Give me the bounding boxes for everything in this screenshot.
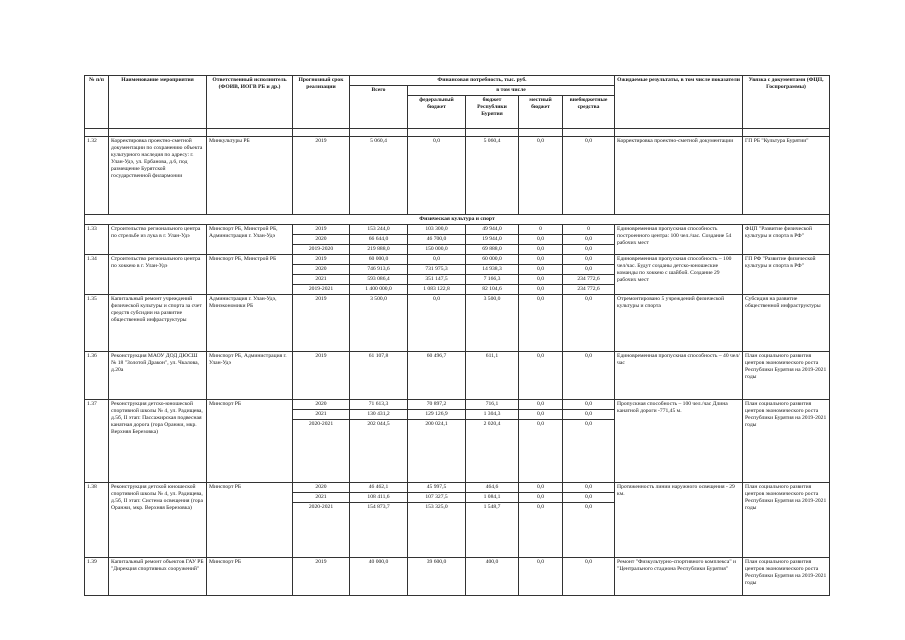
row-year: 2019 (293, 137, 350, 215)
section-row (85, 215, 830, 225)
row-ext: 0,0 (563, 410, 615, 420)
row-loc: 0,0 (519, 265, 563, 275)
row-fed: 60 496,7 (408, 352, 466, 400)
row-total: 219 888,0 (350, 245, 408, 255)
row-rep: 60 000,0 (466, 255, 519, 265)
row-year: 2020 (293, 400, 350, 410)
row-fed: 107 327,5 (408, 493, 466, 503)
row-total: 60 000,0 (350, 255, 408, 265)
row-link: План социального развития центров экономического роста Республики Бурятия на 2019-2021 годы (743, 558, 830, 596)
header-result: Ожидаемые результаты, в том числе показатели (615, 76, 743, 129)
row-link: ГП РБ "Культура Бурятии" (743, 137, 830, 215)
row-resp: Минспорт РБ, Минстрой РБ (207, 255, 293, 295)
row-rep: 19 944,0 (466, 235, 519, 245)
row-name: Капитальный ремонт учреждений физической культуры и спорта за счет средств субсидии на развитие общественной инфраструктуры (109, 295, 207, 352)
row-name: Реконструкция детской юношеской спортивной школы № 4, ул. Радищева, д.5б, II этап: Система освещения (гора Оранжи, мкр. Верхняя Березовка) (109, 483, 207, 558)
row-total: 46 462,1 (350, 483, 408, 493)
row-resp: Минспорт РБ, Минстрой РБ, Администрация г. Улан-Удэ (207, 225, 293, 255)
table-row (85, 295, 830, 352)
row-name: Реконструкция детско-юношеской спортивной школы № 4, ул. Радищева, д.5б, II этап: Пассажирская подвесная канатная дорога (гора Оранжи, мкр. Верхняя Березовка) (109, 400, 207, 483)
row-fed: 200 024,1 (408, 420, 466, 483)
row-num: 1.34 (85, 255, 109, 295)
table-row (85, 255, 830, 265)
row-fed: 129 126,9 (408, 410, 466, 420)
row-total: 1 400 000,0 (350, 285, 408, 295)
row-total: 130 431,2 (350, 410, 408, 420)
row-rep: 49 944,0 (466, 225, 519, 235)
row-link: План социального развития центров экономического роста Республики Бурятия на 2019-2021 годы (743, 400, 830, 483)
row-resp: Минкультуры РБ (207, 137, 293, 215)
row-ext: 0,0 (563, 400, 615, 410)
row-year: 2021 (293, 493, 350, 503)
row-loc: 0,0 (519, 410, 563, 420)
row-year: 2020 (293, 483, 350, 493)
row-total: 202 044,5 (350, 420, 408, 483)
row-total: 593 086,4 (350, 275, 408, 285)
row-year: 2019 (293, 295, 350, 352)
row-fed: 1 083 122,8 (408, 285, 466, 295)
row-ext: 0,0 (563, 420, 615, 483)
table-row (85, 400, 830, 410)
row-num: 1.36 (85, 352, 109, 400)
header-fed: федеральный бюджет (408, 96, 466, 129)
table-row (85, 352, 830, 400)
row-link: План социального развития центров экономического роста Республики Бурятия на 2019-2021 годы (743, 352, 830, 400)
row-rep: 1 084,1 (466, 493, 519, 503)
row-total: 3 500,0 (350, 295, 408, 352)
row-num: 1.38 (85, 483, 109, 558)
row-ext: 0,0 (563, 137, 615, 215)
row-num: 1.39 (85, 558, 109, 596)
row-fed: 103 300,0 (408, 225, 466, 235)
row-loc: 0,0 (519, 275, 563, 285)
row-fed: 0,0 (408, 137, 466, 215)
row-loc: 0,0 (519, 255, 563, 265)
row-total: 746 913,6 (350, 265, 408, 275)
table-row (85, 225, 830, 235)
table-row (85, 558, 830, 596)
row-ext: 0,0 (563, 295, 615, 352)
row-year: 2021 (293, 275, 350, 285)
row-result: Корректировка проектно-сметной документации (615, 137, 743, 215)
header-rep: бюджет Республики Бурятия (466, 96, 519, 129)
row-ext: 0,0 (563, 245, 615, 255)
row-num: 1.32 (85, 137, 109, 215)
row-year: 2019 (293, 225, 350, 235)
row-result: Единовременная пропускная способность – 100 чел/час. Будут созданы детско-юношеские команды по хоккею с шайбой. Создание 29 рабочих мест (615, 255, 743, 295)
row-rep: 400,0 (466, 558, 519, 596)
row-fed: 39 600,0 (408, 558, 466, 596)
row-ext: 234 772,6 (563, 275, 615, 285)
row-loc: 0,0 (519, 420, 563, 483)
row-resp: Минспорт РБ (207, 558, 293, 596)
row-name: Корректировка проектно-сметной документации по сохранению объекта культурного наследия по адресу: г. Улан-Удэ, ул. Ербанова, д.6, под размещение Бурятской государственной филармонии (109, 137, 207, 215)
header-fin: Финансовая потребность, тыс. руб. (350, 76, 615, 86)
row-result: Единовременная пропускная способность построенного центра: 100 чел./час. Создание 54 рабочих мест (615, 225, 743, 255)
row-result: Ремонт "Физкультурно-спортивного комплекса" и "Центрального стадиона Республики Бурятия" (615, 558, 743, 596)
row-link: Субсидия на развитие общественной инфраструктуры (743, 295, 830, 352)
row-resp: Администрация г. Улан-Удэ, Минэкономики РБ (207, 295, 293, 352)
row-total: 66 644,0 (350, 235, 408, 245)
row-result: Отремонтировано 5 учреждений физической культуры и спорта (615, 295, 743, 352)
row-result: Единовременная пропускная способность – 40 чел/час (615, 352, 743, 400)
row-fed: 46 700,0 (408, 235, 466, 245)
row-loc: 0,0 (519, 285, 563, 295)
section-title: Физическая культура и спорт (85, 215, 830, 225)
row-fed: 731 975,3 (408, 265, 466, 275)
header-resp: Ответственный исполнитель (ФОИВ, ИОГВ РБ и др.) (207, 76, 293, 129)
row-loc: 0,0 (519, 295, 563, 352)
header-name: Наименование мероприятия (109, 76, 207, 129)
row-total: 71 613,3 (350, 400, 408, 410)
row-fed: 0,0 (408, 295, 466, 352)
row-fed: 0,0 (408, 255, 466, 265)
row-loc: 0,0 (519, 503, 563, 558)
row-num: 1.33 (85, 225, 109, 255)
row-fed: 70 897,2 (408, 400, 466, 410)
row-total: 61 107,8 (350, 352, 408, 400)
row-year: 2020-2021 (293, 420, 350, 483)
row-resp: Минспорт РБ (207, 400, 293, 483)
document-page (84, 75, 829, 596)
row-ext: 0,0 (563, 235, 615, 245)
row-rep: 82 104,6 (466, 285, 519, 295)
row-result: Протяженность линии наружного освещения - 29 км. (615, 483, 743, 558)
header-num: № п/п (85, 76, 109, 129)
row-name: Строительство регионального центра по стрельбе из лука в г. Улан-Удэ (109, 225, 207, 255)
row-resp: Минспорт РБ (207, 483, 293, 558)
row-ext: 0,0 (563, 558, 615, 596)
row-total: 5 060,4 (350, 137, 408, 215)
row-year: 2019 (293, 255, 350, 265)
row-total: 154 873,7 (350, 503, 408, 558)
row-year: 2019 (293, 558, 350, 596)
row-num: 1.37 (85, 400, 109, 483)
row-loc: 0,0 (519, 137, 563, 215)
row-name: Строительство регионального центра по хоккею в г. Улан-Удэ (109, 255, 207, 295)
header-ext: внебюджетные средства (563, 96, 615, 129)
row-name: Реконструкция МАОУ ДОД ДЮСШ № 18 "Золотой Дракон", ул. Чкалова, д.20а (109, 352, 207, 400)
row-total: 40 000,0 (350, 558, 408, 596)
row-rep: 716,1 (466, 400, 519, 410)
header-total: Всего (350, 86, 408, 129)
table-row (85, 483, 830, 493)
table-body (85, 129, 830, 596)
row-year: 2019-2020 (293, 245, 350, 255)
row-rep: 7 166,3 (466, 275, 519, 285)
row-rep: 3 500,0 (466, 295, 519, 352)
row-rep: 611,1 (466, 352, 519, 400)
row-ext: 234 772,6 (563, 285, 615, 295)
row-fed: 45 997,5 (408, 483, 466, 493)
row-year: 2020-2021 (293, 503, 350, 558)
row-link: ФЦП "Развитие физической культуры и спорта в РФ" (743, 225, 830, 255)
row-total: 108 411,6 (350, 493, 408, 503)
row-year: 2020 (293, 235, 350, 245)
row-ext: 0,0 (563, 255, 615, 265)
row-rep: 464,6 (466, 483, 519, 493)
header-incl: в том числе (408, 86, 615, 96)
row-rep: 1 304,3 (466, 410, 519, 420)
measures-table (84, 75, 830, 596)
header-link: Увязка с документами (ФЦП, Госпрограммы) (743, 76, 830, 129)
row-fed: 153 325,0 (408, 503, 466, 558)
row-rep: 2 020,4 (466, 420, 519, 483)
row-loc: 0,0 (519, 352, 563, 400)
row-ext: 0,0 (563, 493, 615, 503)
row-result: Пропускная способность – 100 чел./час Длина канатной дороги -771,45 м. (615, 400, 743, 483)
header-term: Прогнозный срок реализации (293, 76, 350, 129)
row-name: Капитальный ремонт объектов ГАУ РБ "Дирекция спортивных сооружений" (109, 558, 207, 596)
header-loc: местный бюджет (519, 96, 563, 129)
row-year: 2019 (293, 352, 350, 400)
row-rep: 14 938,3 (466, 265, 519, 275)
table-row (85, 137, 830, 215)
row-fed: 351 147,5 (408, 275, 466, 285)
row-year: 2020 (293, 265, 350, 275)
row-loc: 0,0 (519, 400, 563, 410)
row-rep: 5 060,4 (466, 137, 519, 215)
row-ext: 0,0 (563, 352, 615, 400)
row-rep: 1 548,7 (466, 503, 519, 558)
row-loc: 0,0 (519, 483, 563, 493)
row-num: 1.35 (85, 295, 109, 352)
row-loc: 0,0 (519, 235, 563, 245)
table-header (85, 76, 830, 129)
row-loc: 0 (519, 225, 563, 235)
row-fed: 150 000,0 (408, 245, 466, 255)
row-year: 2021 (293, 410, 350, 420)
row-loc: 0,0 (519, 558, 563, 596)
row-rep: 69 888,0 (466, 245, 519, 255)
row-ext: 0 (563, 225, 615, 235)
row-link: План социального развития центров экономического роста Республики Бурятия на 2019-2021 годы (743, 483, 830, 558)
row-ext: 0,0 (563, 483, 615, 493)
row-resp: Минспорт РБ, Администрация г. Улан-Удэ (207, 352, 293, 400)
row-ext: 0,0 (563, 265, 615, 275)
row-loc: 0,0 (519, 493, 563, 503)
row-link: ГП РФ "Развитие физической культуры и спорта в РФ" (743, 255, 830, 295)
row-ext: 0,0 (563, 503, 615, 558)
row-year: 2019-2021 (293, 285, 350, 295)
row-total: 153 244,0 (350, 225, 408, 235)
row-loc: 0,0 (519, 245, 563, 255)
spacer-row (85, 129, 830, 137)
